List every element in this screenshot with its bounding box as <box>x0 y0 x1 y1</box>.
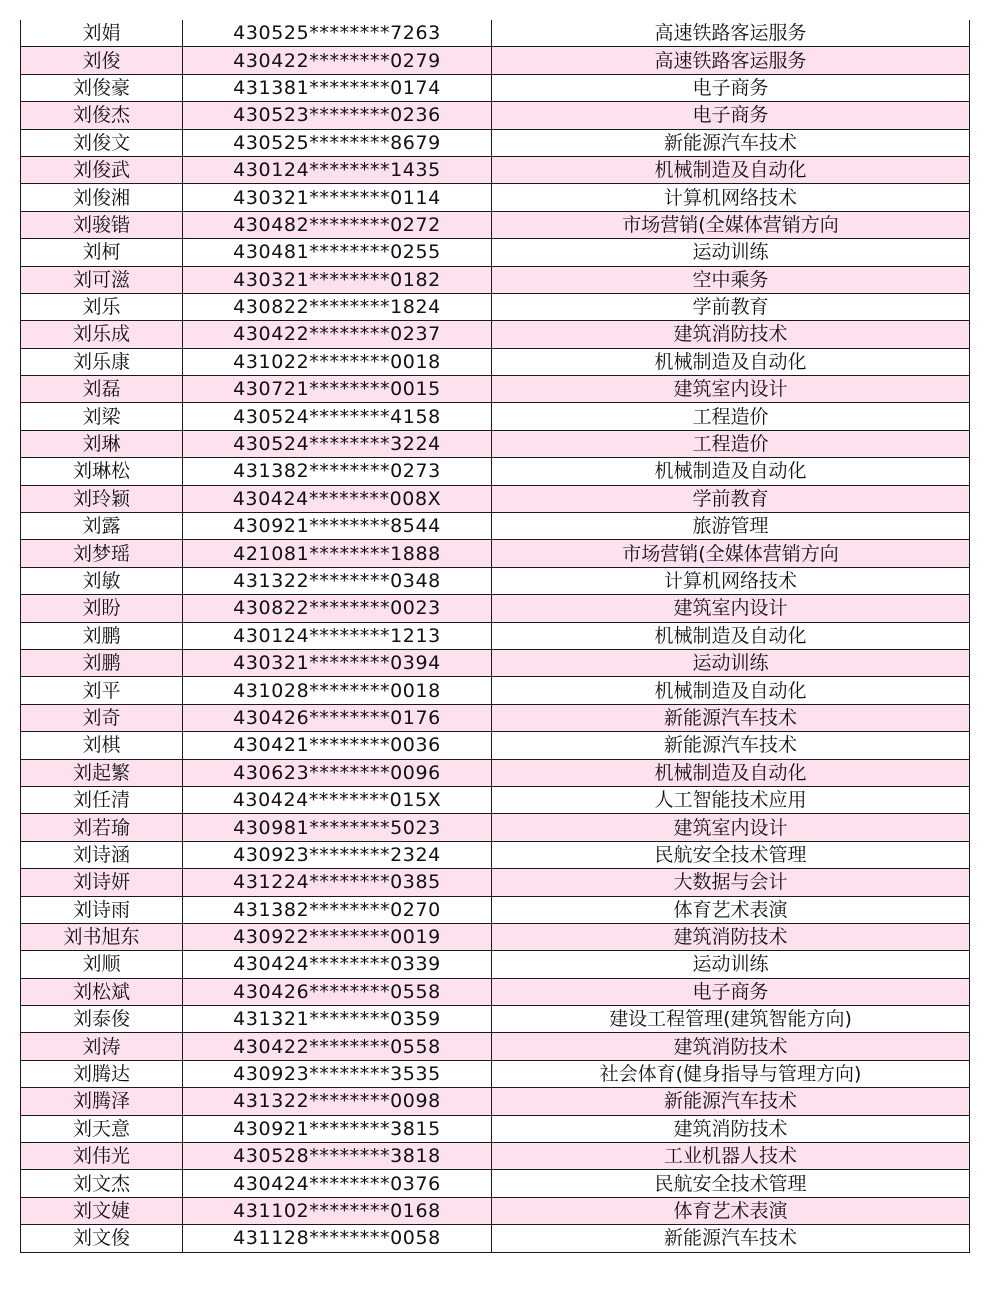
id-number-cell: 430822********0023 <box>183 595 492 622</box>
id-number-cell: 430525********7263 <box>183 20 492 47</box>
table-row <box>21 978 970 1005</box>
name-cell: 刘梁 <box>21 403 183 430</box>
table-row <box>21 841 970 868</box>
table-row <box>21 485 970 512</box>
id-number-cell: 430481********0255 <box>183 239 492 266</box>
table-row <box>21 1088 970 1115</box>
id-number-cell: 430424********015X <box>183 786 492 813</box>
id-number-cell: 430528********3818 <box>183 1143 492 1170</box>
name-cell: 刘磊 <box>21 376 183 403</box>
major-cell: 民航安全技术管理 <box>492 841 970 868</box>
table-row <box>21 622 970 649</box>
table-row <box>21 129 970 156</box>
table-row <box>21 732 970 759</box>
table-row <box>21 47 970 74</box>
name-cell: 刘俊湘 <box>21 184 183 211</box>
major-cell: 建筑消防技术 <box>492 1033 970 1060</box>
table-row <box>21 759 970 786</box>
table-row <box>21 649 970 676</box>
major-cell: 新能源汽车技术 <box>492 129 970 156</box>
table-row <box>21 376 970 403</box>
id-number-cell: 430321********0394 <box>183 649 492 676</box>
table-row <box>21 1006 970 1033</box>
table-row <box>21 321 970 348</box>
id-number-cell: 431382********0273 <box>183 458 492 485</box>
name-cell: 刘奇 <box>21 704 183 731</box>
name-cell: 刘顺 <box>21 951 183 978</box>
major-cell: 新能源汽车技术 <box>492 1088 970 1115</box>
major-cell: 空中乘务 <box>492 266 970 293</box>
table-row <box>21 1060 970 1087</box>
student-roster-table <box>20 20 970 1253</box>
id-number-cell: 430523********0236 <box>183 102 492 129</box>
id-number-cell: 421081********1888 <box>183 540 492 567</box>
major-cell: 建筑消防技术 <box>492 923 970 950</box>
table-row <box>21 348 970 375</box>
major-cell: 电子商务 <box>492 102 970 129</box>
table-row <box>21 814 970 841</box>
table-row <box>21 430 970 457</box>
id-number-cell: 430424********008X <box>183 485 492 512</box>
name-cell: 刘诗涵 <box>21 841 183 868</box>
name-cell: 刘露 <box>21 513 183 540</box>
name-cell: 刘可滋 <box>21 266 183 293</box>
id-number-cell: 430981********5023 <box>183 814 492 841</box>
major-cell: 建筑消防技术 <box>492 1115 970 1142</box>
name-cell: 刘文俊 <box>21 1225 183 1252</box>
table-row <box>21 1225 970 1252</box>
major-cell: 机械制造及自动化 <box>492 677 970 704</box>
name-cell: 刘乐成 <box>21 321 183 348</box>
name-cell: 刘天意 <box>21 1115 183 1142</box>
table-row <box>21 923 970 950</box>
table-row <box>21 156 970 183</box>
name-cell: 刘俊武 <box>21 156 183 183</box>
name-cell: 刘腾达 <box>21 1060 183 1087</box>
table-row <box>21 1115 970 1142</box>
id-number-cell: 430124********1435 <box>183 156 492 183</box>
table-row <box>21 211 970 238</box>
major-cell: 新能源汽车技术 <box>492 1225 970 1252</box>
major-cell: 社会体育(健身指导与管理方向) <box>492 1060 970 1087</box>
major-cell: 电子商务 <box>492 74 970 101</box>
name-cell: 刘任清 <box>21 786 183 813</box>
major-cell: 工程造价 <box>492 403 970 430</box>
table-row <box>21 403 970 430</box>
table-row <box>21 1143 970 1170</box>
id-number-cell: 431128********0058 <box>183 1225 492 1252</box>
id-number-cell: 430524********4158 <box>183 403 492 430</box>
name-cell: 刘乐康 <box>21 348 183 375</box>
id-number-cell: 431224********0385 <box>183 869 492 896</box>
table-row <box>21 184 970 211</box>
major-cell: 机械制造及自动化 <box>492 759 970 786</box>
name-cell: 刘骏锴 <box>21 211 183 238</box>
name-cell: 刘俊豪 <box>21 74 183 101</box>
table-row <box>21 869 970 896</box>
name-cell: 刘鹏 <box>21 649 183 676</box>
id-number-cell: 430321********0114 <box>183 184 492 211</box>
name-cell: 刘俊杰 <box>21 102 183 129</box>
table-row <box>21 513 970 540</box>
id-number-cell: 430721********0015 <box>183 376 492 403</box>
major-cell: 机械制造及自动化 <box>492 348 970 375</box>
table-row <box>21 20 970 47</box>
major-cell: 计算机网络技术 <box>492 567 970 594</box>
name-cell: 刘棋 <box>21 732 183 759</box>
table-body <box>21 20 970 1252</box>
name-cell: 刘文杰 <box>21 1170 183 1197</box>
table-row <box>21 266 970 293</box>
major-cell: 高速铁路客运服务 <box>492 20 970 47</box>
major-cell: 体育艺术表演 <box>492 1197 970 1224</box>
major-cell: 运动训练 <box>492 649 970 676</box>
major-cell: 新能源汽车技术 <box>492 732 970 759</box>
major-cell: 建筑消防技术 <box>492 321 970 348</box>
major-cell: 运动训练 <box>492 239 970 266</box>
id-number-cell: 430822********1824 <box>183 293 492 320</box>
name-cell: 刘若瑜 <box>21 814 183 841</box>
major-cell: 建筑室内设计 <box>492 814 970 841</box>
table-row <box>21 102 970 129</box>
table-row <box>21 677 970 704</box>
name-cell: 刘乐 <box>21 293 183 320</box>
id-number-cell: 431321********0359 <box>183 1006 492 1033</box>
name-cell: 刘松斌 <box>21 978 183 1005</box>
name-cell: 刘伟光 <box>21 1143 183 1170</box>
id-number-cell: 430421********0036 <box>183 732 492 759</box>
id-number-cell: 430923********3535 <box>183 1060 492 1087</box>
table-row <box>21 567 970 594</box>
name-cell: 刘平 <box>21 677 183 704</box>
table-row <box>21 74 970 101</box>
id-number-cell: 430124********1213 <box>183 622 492 649</box>
id-number-cell: 430923********2324 <box>183 841 492 868</box>
major-cell: 建筑室内设计 <box>492 376 970 403</box>
name-cell: 刘琳 <box>21 430 183 457</box>
major-cell: 运动训练 <box>492 951 970 978</box>
major-cell: 大数据与会计 <box>492 869 970 896</box>
major-cell: 新能源汽车技术 <box>492 704 970 731</box>
id-number-cell: 430422********0237 <box>183 321 492 348</box>
id-number-cell: 430922********0019 <box>183 923 492 950</box>
name-cell: 刘俊 <box>21 47 183 74</box>
major-cell: 机械制造及自动化 <box>492 622 970 649</box>
id-number-cell: 430482********0272 <box>183 211 492 238</box>
id-number-cell: 431382********0270 <box>183 896 492 923</box>
major-cell: 市场营销(全媒体营销方向 <box>492 540 970 567</box>
id-number-cell: 430422********0279 <box>183 47 492 74</box>
name-cell: 刘俊文 <box>21 129 183 156</box>
table-row <box>21 540 970 567</box>
name-cell: 刘柯 <box>21 239 183 266</box>
major-cell: 民航安全技术管理 <box>492 1170 970 1197</box>
id-number-cell: 431028********0018 <box>183 677 492 704</box>
major-cell: 机械制造及自动化 <box>492 156 970 183</box>
major-cell: 学前教育 <box>492 485 970 512</box>
major-cell: 计算机网络技术 <box>492 184 970 211</box>
major-cell: 旅游管理 <box>492 513 970 540</box>
table-row <box>21 951 970 978</box>
id-number-cell: 430424********0339 <box>183 951 492 978</box>
major-cell: 体育艺术表演 <box>492 896 970 923</box>
name-cell: 刘盼 <box>21 595 183 622</box>
major-cell: 工程造价 <box>492 430 970 457</box>
name-cell: 刘琳松 <box>21 458 183 485</box>
table-row <box>21 458 970 485</box>
major-cell: 市场营销(全媒体营销方向 <box>492 211 970 238</box>
major-cell: 高速铁路客运服务 <box>492 47 970 74</box>
major-cell: 电子商务 <box>492 978 970 1005</box>
name-cell: 刘腾泽 <box>21 1088 183 1115</box>
id-number-cell: 431022********0018 <box>183 348 492 375</box>
id-number-cell: 430426********0558 <box>183 978 492 1005</box>
table-row <box>21 1197 970 1224</box>
id-number-cell: 431322********0348 <box>183 567 492 594</box>
major-cell: 学前教育 <box>492 293 970 320</box>
id-number-cell: 430921********8544 <box>183 513 492 540</box>
name-cell: 刘娟 <box>21 20 183 47</box>
major-cell: 建设工程管理(建筑智能方向) <box>492 1006 970 1033</box>
name-cell: 刘文婕 <box>21 1197 183 1224</box>
major-cell: 人工智能技术应用 <box>492 786 970 813</box>
name-cell: 刘诗妍 <box>21 869 183 896</box>
id-number-cell: 431322********0098 <box>183 1088 492 1115</box>
name-cell: 刘玲颖 <box>21 485 183 512</box>
name-cell: 刘书旭东 <box>21 923 183 950</box>
name-cell: 刘涛 <box>21 1033 183 1060</box>
name-cell: 刘泰俊 <box>21 1006 183 1033</box>
id-number-cell: 430623********0096 <box>183 759 492 786</box>
id-number-cell: 430424********0376 <box>183 1170 492 1197</box>
name-cell: 刘鹏 <box>21 622 183 649</box>
major-cell: 建筑室内设计 <box>492 595 970 622</box>
id-number-cell: 430422********0558 <box>183 1033 492 1060</box>
name-cell: 刘敏 <box>21 567 183 594</box>
name-cell: 刘起繁 <box>21 759 183 786</box>
table-row <box>21 239 970 266</box>
table-row <box>21 896 970 923</box>
id-number-cell: 430321********0182 <box>183 266 492 293</box>
table-row <box>21 786 970 813</box>
id-number-cell: 431102********0168 <box>183 1197 492 1224</box>
id-number-cell: 430921********3815 <box>183 1115 492 1142</box>
name-cell: 刘梦瑶 <box>21 540 183 567</box>
name-cell: 刘诗雨 <box>21 896 183 923</box>
id-number-cell: 430525********8679 <box>183 129 492 156</box>
table-row <box>21 595 970 622</box>
table-row <box>21 1033 970 1060</box>
table-row <box>21 293 970 320</box>
id-number-cell: 430426********0176 <box>183 704 492 731</box>
major-cell: 机械制造及自动化 <box>492 458 970 485</box>
table-row <box>21 1170 970 1197</box>
major-cell: 工业机器人技术 <box>492 1143 970 1170</box>
table-row <box>21 704 970 731</box>
id-number-cell: 431381********0174 <box>183 74 492 101</box>
id-number-cell: 430524********3224 <box>183 430 492 457</box>
